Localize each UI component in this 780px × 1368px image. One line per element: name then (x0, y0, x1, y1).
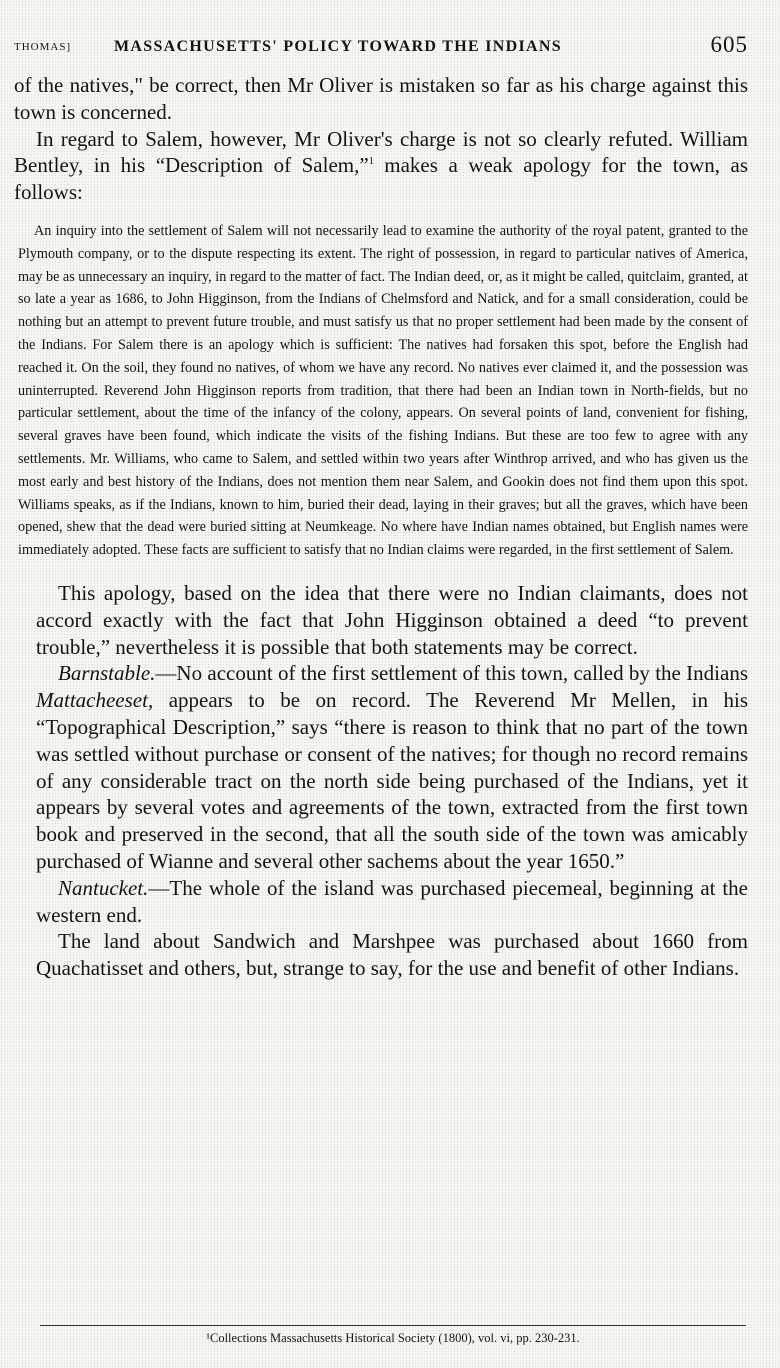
chapter-title: MASSACHUSETTS' POLICY TOWARD THE INDIANS (114, 38, 562, 55)
footnote-divider (40, 1325, 746, 1326)
footnote-reference: 1 (368, 156, 374, 168)
section-title-nantucket: Nantucket. (58, 875, 149, 900)
paragraph-nantucket (36, 875, 748, 929)
paragraph-apology: This apology, based on the idea that there were no Indian claimants, does not accord exactly with the fact that John Higginson obtained a deed “to prevent trouble,” nevertheless it is possible that both statements may be correct. (36, 580, 748, 659)
footnote: ¹Collections Massachusetts Historical Society (1800), vol. vi, pp. 230-231. (206, 1331, 580, 1345)
barnstable-text-b: , appears to be on record. The Reverend Mr Mellen, in his “Topographical Description,” says “there is reason to think that no part of the town was settled without purchase or consent of the natives; for though no record remains of any considerable tract on the north side being purchased of the Indians, yet it appears by several votes and agreements of the town, extracted from the first town book and preserved in the second, that all the south side of the town was amicably purchased of Wianne and several other sachems about the year 1650.” (36, 688, 748, 873)
page-number: 605 (710, 32, 748, 57)
nantucket-text: —The whole of the island was purchased piecemeal, beginning at the western end. (36, 875, 748, 927)
paragraph-barnstable (36, 660, 748, 874)
lower-section (14, 580, 748, 982)
paragraph-salem (14, 126, 748, 206)
paragraph-sandwich: The land about Sandwich and Marshpee was purchased about 1660 from Quachatisset and others, but, strange to say, for the use and benefit of other Indians. (36, 929, 748, 981)
paragraph-salem-text-b: makes a weak apology for the town, as follows: (14, 153, 748, 205)
block-quote-bentley: An inquiry into the settlement of Salem will not necessarily lead to examine the authority of the royal patent, granted to the Plymouth company, or to the dispute respecting its extent. The right of possession, in regard to particular natives of America, may be as unnecessary an inquiry, in regard to the matter of fact. The Indian deed, or, as it might be called, quitclaim, granted, at so late a year as 1686, to John Higginson, from the Indians of Chelmsford and Natick, and for a small consideration, could be nothing but an attempt to prevent future trouble, and must satisfy us that no proper settlement had been made by the consent of the Indians. For Salem there is an apology which is sufficient: The natives had forsaken this spot, before the English had reached it. On the soil, they found no natives, of whom we have any record. No natives ever claimed it, and the possession was uninterrupted. Reverend John Higginson reports from tradition, that there had been an Indian town in North-fields, but no particular settlement, about the time of the infancy of the colony, appears. On several points of land, convenient for fishing, several graves have been found, which indicate the visits of the fishing Indians. But these are too few to agree with any settlements. Mr. Williams, who came to Salem, and settled within two years after Winthrop arrived, and who has given us the most early and best history of the Indians, does not mention them near Salem, and Gookin does not find them upon this spot. Williams speaks, as if the Indians, known to him, buried their dead, laying in their graves; but all the graves, which have been opened, shew that the dead were buried sitting at Neumkeage. No where have Indian names obtained, but English names were immediately adopted. These facts are sufficient to satisfy that no Indian claims were regarded, in the first settlement of Salem. (18, 222, 748, 559)
paragraph-salem-text-a: In regard to Salem, however, Mr Oliver's charge is not so clearly refuted. William Bentley, in his “Description of Salem,” (14, 126, 748, 178)
section-title-barnstable: Barnstable. (58, 661, 156, 686)
barnstable-text-a: —No account of the first settlement of this town, called by the Indians (155, 661, 748, 686)
running-head (14, 32, 748, 62)
paragraph-continued: of the natives," be correct, then Mr Oliver is mistaken so far as his charge against this town is concerned. (14, 73, 748, 124)
indian-place-name: Mattacheeset (36, 688, 148, 713)
author-tag: THOMAS] (14, 41, 72, 53)
